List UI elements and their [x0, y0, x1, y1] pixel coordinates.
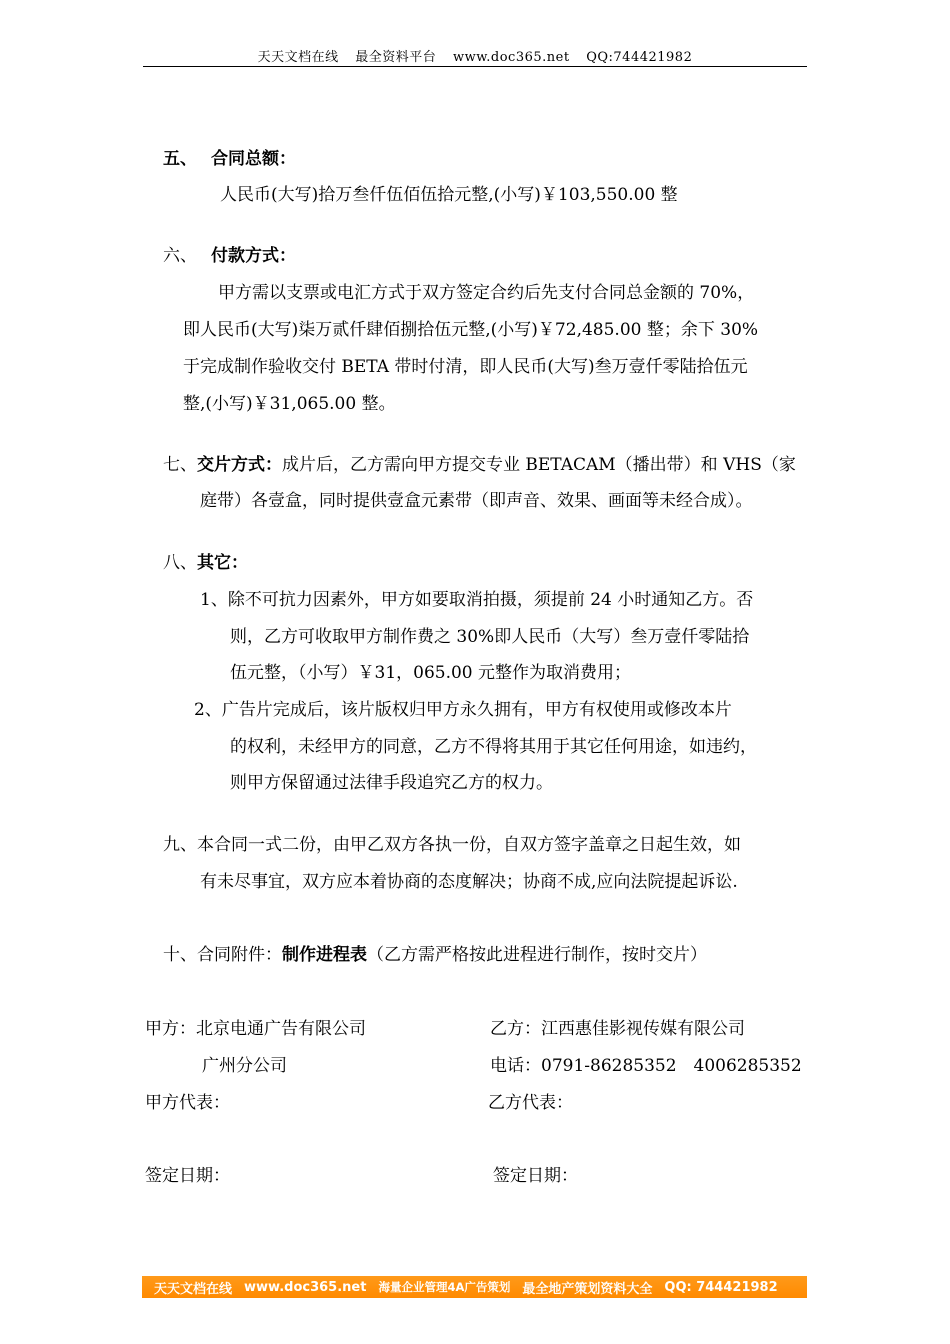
section-8-item: 则，乙方可收取甲方制作费之 30%即人民币（大写）叁万壹仟零陆拾	[230, 627, 750, 647]
footer-qq: QQ: 744421982	[664, 1279, 778, 1295]
header-url[interactable]: www.doc365.net	[452, 50, 570, 65]
section-6-line: 于完成制作验收交付 BETA 带时付清，即人民币(大写)叁万壹仟零陆拾伍元	[183, 357, 748, 377]
party-a-rep: 甲方代表：	[145, 1093, 230, 1113]
party-b-date: 签定日期：	[493, 1166, 578, 1186]
header-qq: QQ:744421982	[586, 50, 693, 65]
footer-ad-2: 最全地产策划资料大全	[522, 1281, 653, 1297]
section-9-line-1: 九、本合同一式二份，由甲乙双方各执一份，自双方签字盖章之日起生效，如	[163, 835, 741, 855]
party-b-name: 乙方：江西惠佳影视传媒有限公司	[490, 1019, 745, 1039]
section-8-item: 伍元整，（小写）￥31，065.00 元整作为取消费用；	[230, 663, 632, 683]
footer-site: 天天文档在线	[154, 1281, 233, 1297]
party-a-date: 签定日期：	[145, 1166, 230, 1186]
section-6-number: 六、	[163, 246, 197, 266]
section-10-line	[163, 945, 707, 965]
section-8-item: 的权利，未经甲方的同意，乙方不得将其用于其它任何用途，如违约，	[230, 737, 757, 757]
section-10-suffix: （乙方需严格按此进程进行制作，按时交片）	[367, 945, 707, 965]
header-rule	[143, 66, 807, 67]
section-5-number: 五、	[163, 149, 197, 169]
section-7-number: 七、	[163, 455, 197, 475]
section-9-line-2: 有未尽事宜，双方应本着协商的态度解决；协商不成,应向法院提起诉讼.	[200, 872, 738, 892]
page-header	[0, 46, 950, 65]
section-6-heading	[163, 246, 296, 266]
header-site: 天天文档在线	[257, 50, 339, 65]
section-8-title: 其它：	[197, 553, 248, 573]
section-10-attachment: 制作进程表	[282, 945, 367, 965]
header-slogan: 最全资料平台	[355, 50, 437, 65]
footer-ad-1: 海量企业管理4A广告策划	[378, 1280, 511, 1294]
section-8-number: 八、	[163, 553, 197, 573]
section-8-item: 1、除不可抗力因素外，甲方如要取消拍摄，须提前 24 小时通知乙方。否	[200, 590, 754, 610]
section-6-line: 即人民币(大写)柒万贰仟肆佰捌拾伍元整,(小写)￥72,485.00 整；余下 30%	[183, 320, 759, 340]
section-10-prefix: 十、合同附件：	[163, 945, 282, 965]
footer-banner[interactable]	[142, 1276, 807, 1298]
party-a-name: 甲方：北京电通广告有限公司	[145, 1019, 366, 1039]
section-7-line-1	[163, 455, 796, 475]
footer-url[interactable]: www.doc365.net	[244, 1279, 367, 1295]
section-8-item: 2、广告片完成后，该片版权归甲方永久拥有，甲方有权使用或修改本片	[194, 700, 732, 720]
section-7-line-2: 庭带）各壹盒，同时提供壹盒元素带（即声音、效果、画面等未经合成）。	[200, 491, 753, 511]
section-5-amount: 人民币(大写)拾万叁仟伍佰伍拾元整,(小写)￥103,550.00 整	[220, 185, 678, 205]
party-b-rep: 乙方代表：	[488, 1093, 573, 1113]
section-6-line: 整,(小写)￥31,065.00 整。	[183, 394, 396, 414]
party-a-branch: 广州分公司	[202, 1056, 287, 1076]
section-8-item: 则甲方保留通过法律手段追究乙方的权力。	[230, 773, 553, 793]
section-6-line: 甲方需以支票或电汇方式于双方签定合约后先支付合同总金额的 70%，	[218, 283, 755, 303]
section-8-heading	[163, 553, 248, 573]
section-5-heading	[163, 149, 296, 169]
section-6-title: 付款方式：	[211, 246, 296, 266]
section-7-title: 交片方式：	[197, 455, 282, 475]
section-5-title: 合同总额：	[211, 149, 296, 169]
section-7-text: 成片后，乙方需向甲方提交专业 BETACAM（播出带）和 VHS（家	[282, 455, 796, 475]
party-b-phone: 电话：0791-86285352 4006285352	[490, 1056, 802, 1076]
